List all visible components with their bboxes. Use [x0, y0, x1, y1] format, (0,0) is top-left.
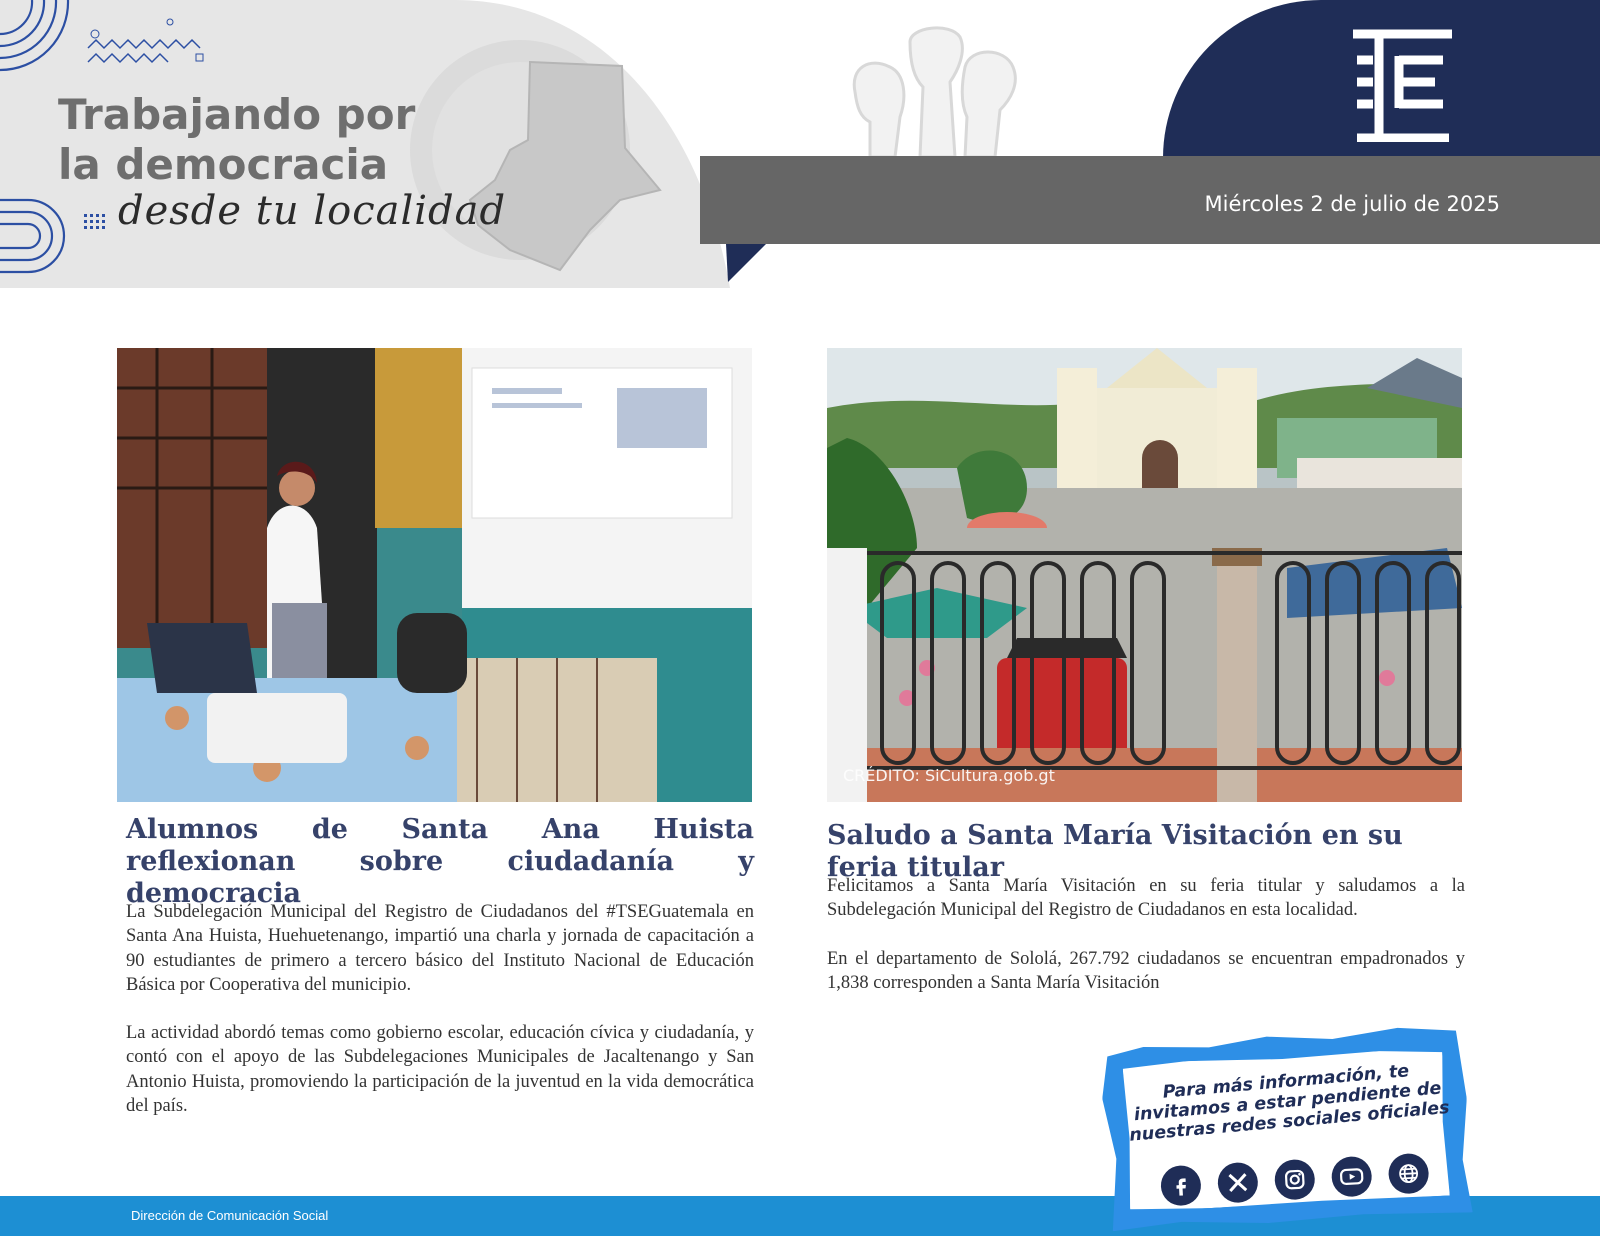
header-title-line2: la democracia: [58, 140, 389, 189]
photo-classroom: [117, 348, 752, 802]
youtube-icon[interactable]: [1331, 1156, 1373, 1198]
web-icon[interactable]: [1388, 1153, 1430, 1195]
left-article-paragraph-2: La actividad abordó temas como gobierno escolar, educación cívica y ciudadanía, y contó con el apoyo de las Subdelegaciones Municipales de Jacaltenango y San Antonio Huista, promoviendo la participación de la juventud en la vida democrática del país.: [126, 1023, 754, 1116]
photo-credit: CRÉDITO: SiCultura.gob.gt: [843, 766, 1055, 785]
header-script-line: desde tu localidad: [118, 188, 507, 234]
raised-fists-icon: [845, 22, 1025, 157]
left-article-paragraph-1: La Subdelegación Municipal del Registro de Ciudadanos del #TSEGuatemala en Santa Ana Huista, Huehuetenango, impartió una charla y jornada de capacitación a 90 estudiantes de primero a tercero básico del Instituto Nacional de Educación Básica por Cooperativa del municipio.: [126, 902, 754, 995]
right-article-headline: Saludo a Santa María Visitación en su feria titular: [827, 820, 1403, 883]
header-title-line1: Trabajando por: [58, 90, 416, 139]
x-icon[interactable]: [1217, 1162, 1259, 1204]
social-message: Para más información, te invitamos a estar pendiente de nuestras redes sociales oficiales: [1128, 1061, 1451, 1146]
right-article-paragraph-1: Felicitamos a Santa María Visitación en su feria titular y saludamos a la Subdelegación Municipal del Registro de Ciudadanos en esta localidad.: [827, 876, 1465, 921]
tse-logo-icon: [1345, 26, 1460, 142]
facebook-icon[interactable]: [1160, 1165, 1202, 1207]
footer-text: Dirección de Comunicación Social: [131, 1208, 329, 1223]
right-article-paragraph-2: En el departamento de Sololá, 267.792 ciudadanos se encuentran empadronados y 1,838 corresponden a Santa María Visitación: [827, 949, 1465, 994]
photo-town-square: [827, 348, 1462, 802]
left-article-headline: Alumnos de Santa Ana Huista reflexionan sobre ciudadanía y democracia: [126, 814, 754, 909]
band-corner-accent: [726, 244, 766, 284]
instagram-icon[interactable]: [1274, 1159, 1316, 1201]
social-media-box: [1099, 1023, 1472, 1232]
header-date: Miércoles 2 de julio de 2025: [1204, 192, 1500, 216]
